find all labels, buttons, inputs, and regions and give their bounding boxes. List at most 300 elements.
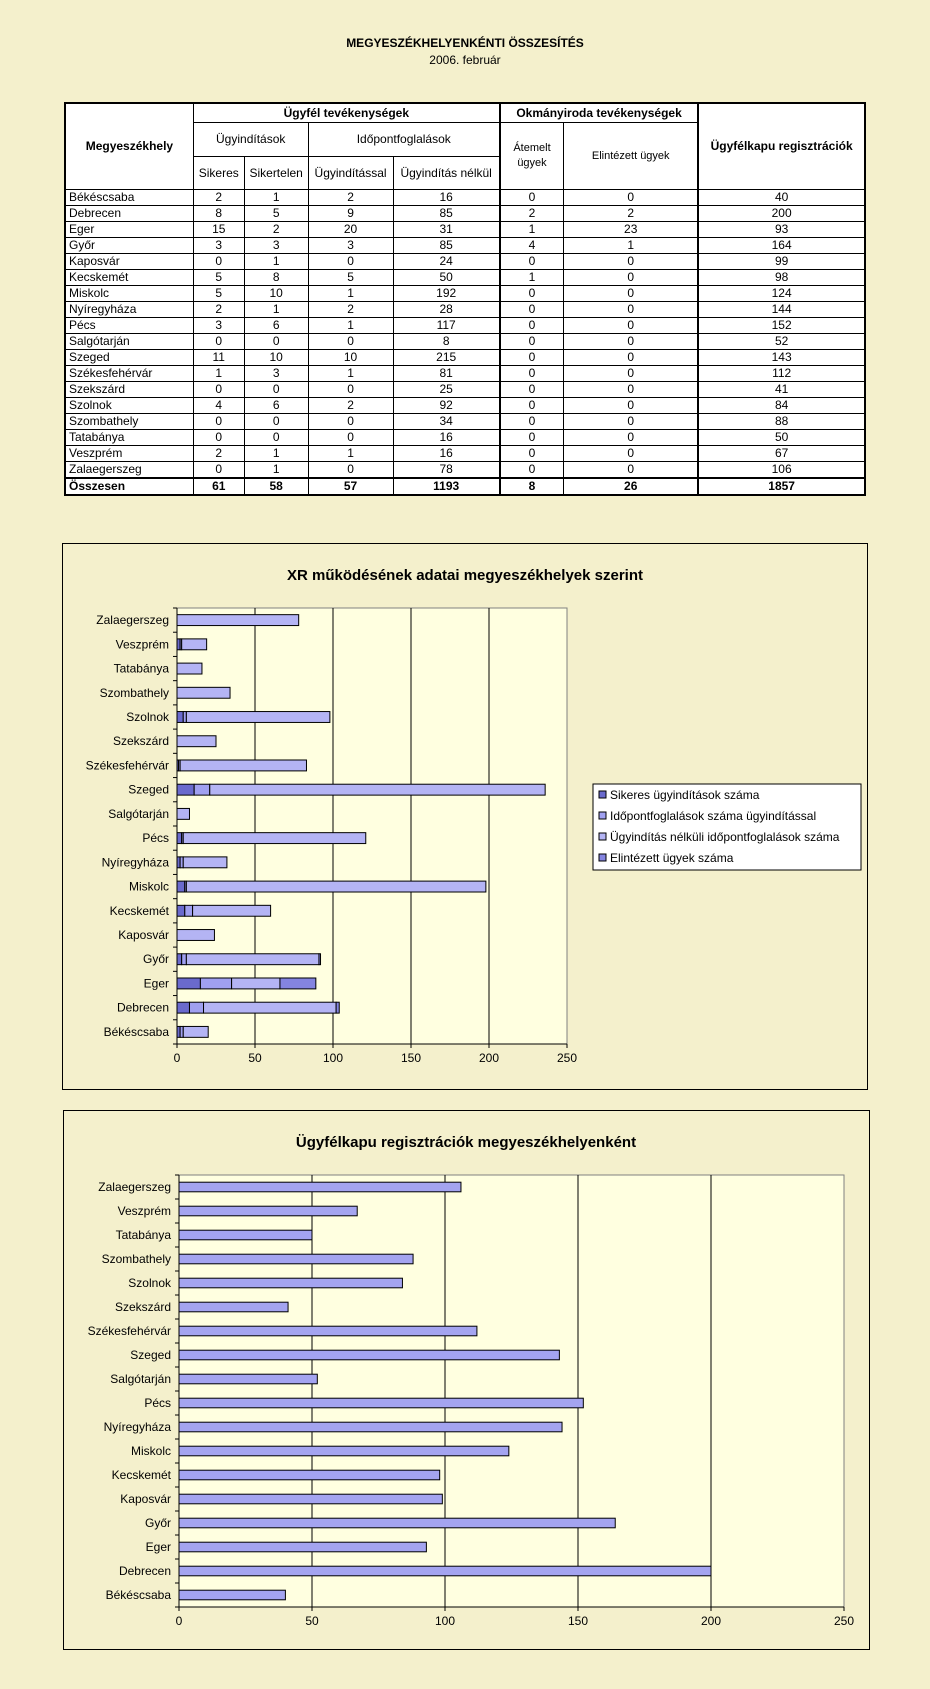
bar-segment: [193, 905, 271, 916]
row-name: Szekszárd: [65, 382, 193, 398]
cell-value: 25: [393, 382, 500, 398]
bar: [179, 1398, 583, 1408]
header-ugyfel-group: Ügyfél tevékenységek: [193, 103, 500, 123]
x-tick-label: 0: [173, 1051, 181, 1065]
cell-value: 1: [308, 446, 393, 462]
header-ugyinditas-nelkul: Ügyindítás nélkül: [393, 157, 500, 190]
row-name: Pécs: [65, 318, 193, 334]
cell-value: 1: [564, 238, 699, 254]
category-label: Eger: [143, 976, 169, 991]
cell-value: 112: [698, 366, 865, 382]
bar: [179, 1302, 288, 1312]
bar-segment: [177, 881, 185, 892]
category-label: Szekszárd: [112, 734, 169, 749]
bar: [179, 1590, 285, 1600]
table-row: [65, 286, 865, 302]
cell-value: 0: [193, 462, 244, 479]
cell-value: 0: [564, 382, 699, 398]
category-label: Pécs: [144, 1396, 171, 1410]
cell-value: 6: [244, 318, 308, 334]
category-label: Kaposvár: [120, 1492, 171, 1506]
bar: [179, 1230, 312, 1240]
cell-value: 0: [500, 318, 564, 334]
cell-value: 5: [308, 270, 393, 286]
xr-chart: [63, 544, 867, 1089]
cell-value: 0: [564, 414, 699, 430]
category-label: Pécs: [142, 831, 169, 846]
bar-segment: [186, 954, 319, 965]
bar: [179, 1278, 402, 1288]
cell-value: 84: [698, 398, 865, 414]
bar: [179, 1542, 426, 1552]
cell-value: 85: [393, 206, 500, 222]
x-tick-label: 100: [434, 1614, 456, 1628]
x-tick-label: 250: [556, 1051, 578, 1065]
chart-title: XR működésének adatai megyeszékhelyek szerint: [286, 567, 644, 584]
category-label: Szeged: [128, 782, 169, 797]
bar: [179, 1254, 413, 1264]
x-tick-label: 0: [175, 1614, 183, 1628]
cell-value: 40: [698, 190, 865, 206]
cell-value: 4: [500, 238, 564, 254]
cell-value: 5: [244, 206, 308, 222]
category-label: Salgótarján: [108, 806, 169, 821]
table-row: [65, 254, 865, 270]
cell-value: 0: [244, 430, 308, 446]
category-label: Kecskemét: [111, 1468, 171, 1482]
cell-value: 0: [193, 414, 244, 430]
bar-segment: [204, 1002, 337, 1013]
cell-value: 143: [698, 350, 865, 366]
row-name: Tatabánya: [65, 430, 193, 446]
bar-segment: [210, 784, 545, 795]
x-tick-label: 150: [567, 1614, 589, 1628]
category-label: Salgótarján: [110, 1372, 171, 1386]
bar: [179, 1422, 562, 1432]
bar-segment: [186, 881, 486, 892]
cell-value: 2: [500, 206, 564, 222]
cell-value: 1: [244, 462, 308, 479]
cell-value: 85: [393, 238, 500, 254]
bar: [179, 1494, 442, 1504]
cell-value: 50: [393, 270, 500, 286]
bar: [179, 1350, 559, 1360]
cell-value: 26: [564, 478, 699, 495]
cell-value: 0: [500, 366, 564, 382]
cell-value: 0: [500, 286, 564, 302]
bar-segment: [177, 808, 189, 819]
cell-value: 152: [698, 318, 865, 334]
cell-value: 10: [244, 350, 308, 366]
cell-value: 8: [500, 478, 564, 495]
cell-value: 3: [193, 238, 244, 254]
cell-value: 2: [244, 222, 308, 238]
bar: [179, 1470, 440, 1480]
cell-value: 8: [244, 270, 308, 286]
table-row: [65, 270, 865, 286]
legend-swatch: [599, 791, 606, 798]
category-label: Székesfehérvár: [85, 758, 169, 773]
cell-value: 2: [193, 446, 244, 462]
cell-value: 41: [698, 382, 865, 398]
cell-value: 0: [564, 366, 699, 382]
bar-segment: [232, 978, 280, 989]
cell-value: 5: [193, 270, 244, 286]
bar: [179, 1182, 461, 1192]
table-total-row: [65, 478, 865, 495]
category-label: Nyíregyháza: [101, 855, 169, 870]
table-row: [65, 206, 865, 222]
category-label: Szeged: [130, 1348, 171, 1362]
cell-value: 5: [193, 286, 244, 302]
bar-segment: [185, 905, 193, 916]
category-label: Tatabánya: [115, 1228, 171, 1242]
table-row: [65, 190, 865, 206]
cell-value: 0: [564, 430, 699, 446]
cell-value: 10: [308, 350, 393, 366]
cell-value: 4: [193, 398, 244, 414]
bar-segment: [280, 978, 316, 989]
bar: [179, 1206, 357, 1216]
bar-segment: [183, 857, 227, 868]
cell-value: 0: [564, 334, 699, 350]
bar: [179, 1446, 509, 1456]
cell-value: 0: [308, 254, 393, 270]
legend-swatch: [599, 812, 606, 819]
cell-value: 0: [564, 398, 699, 414]
cell-value: 0: [500, 414, 564, 430]
row-name: Szolnok: [65, 398, 193, 414]
row-name: Szeged: [65, 350, 193, 366]
category-label: Kaposvár: [118, 928, 169, 942]
ugyfelkapu-chart: [64, 1111, 869, 1649]
cell-value: 200: [698, 206, 865, 222]
cell-value: 0: [500, 398, 564, 414]
category-label: Békéscsaba: [103, 1024, 169, 1039]
category-label: Miskolc: [128, 879, 169, 894]
cell-value: 2: [308, 398, 393, 414]
bar-segment: [180, 760, 306, 771]
cell-value: 58: [244, 478, 308, 495]
category-label: Eger: [145, 1540, 171, 1554]
bar-segment: [194, 784, 210, 795]
page-title: MEGYESZÉKHELYENKÉNTI ÖSSZESÍTÉS: [346, 36, 584, 50]
category-label: Győr: [142, 952, 169, 967]
cell-value: 1: [308, 318, 393, 334]
page-subtitle: 2006. február: [429, 53, 501, 67]
header-ugyinditasok: Ügyindítások: [193, 123, 308, 157]
cell-value: 99: [698, 254, 865, 270]
cell-value: 16: [393, 446, 500, 462]
cell-value: 0: [500, 334, 564, 350]
cell-value: 1857: [698, 478, 865, 495]
row-name: Debrecen: [65, 206, 193, 222]
cell-value: 3: [244, 366, 308, 382]
cell-value: 106: [698, 462, 865, 479]
bar-segment: [177, 978, 200, 989]
cell-value: 164: [698, 238, 865, 254]
bar-segment: [177, 687, 230, 698]
cell-value: 1: [308, 366, 393, 382]
chart-title: Ügyfélkapu regisztrációk megyeszékhelyenként: [295, 1134, 637, 1151]
x-tick-label: 50: [305, 1614, 319, 1628]
row-name: Összesen: [65, 478, 193, 495]
cell-value: 67: [698, 446, 865, 462]
row-name: Békéscsaba: [65, 190, 193, 206]
header-okmany-group: Okmányiroda tevékenységek: [500, 103, 698, 123]
row-name: Székesfehérvár: [65, 366, 193, 382]
category-label: Tatabánya: [113, 661, 169, 676]
cell-value: 11: [193, 350, 244, 366]
category-label: Zalaegerszeg: [98, 1180, 171, 1194]
table-row: [65, 414, 865, 430]
cell-value: 2: [193, 302, 244, 318]
legend-swatch: [599, 854, 606, 861]
legend-entry: Sikeres ügyindítások száma: [610, 788, 760, 802]
cell-value: 0: [564, 190, 699, 206]
table-row: [65, 350, 865, 366]
xr-chart-frame: [62, 543, 868, 1090]
row-name: Zalaegerszeg: [65, 462, 193, 479]
bar-segment: [182, 954, 187, 965]
x-tick-label: 250: [833, 1614, 855, 1628]
cell-value: 1: [500, 222, 564, 238]
row-name: Eger: [65, 222, 193, 238]
category-label: Szolnok: [128, 1276, 171, 1290]
category-label: Debrecen: [116, 1000, 169, 1015]
table-row: [65, 446, 865, 462]
bar-segment: [177, 663, 202, 674]
cell-value: 3: [308, 238, 393, 254]
x-tick-label: 100: [322, 1051, 344, 1065]
row-name: Nyíregyháza: [65, 302, 193, 318]
bar-segment: [177, 784, 194, 795]
bar-segment: [177, 1002, 189, 1013]
cell-value: 1: [244, 446, 308, 462]
bar: [179, 1326, 477, 1336]
bar: [179, 1374, 317, 1384]
cell-value: 88: [698, 414, 865, 430]
cell-value: 0: [193, 430, 244, 446]
cell-value: 24: [393, 254, 500, 270]
bar-segment: [319, 954, 321, 965]
legend-entry: Időpontfoglalások száma ügyindítással: [610, 809, 817, 823]
cell-value: 78: [393, 462, 500, 479]
cell-value: 0: [500, 430, 564, 446]
category-label: Szolnok: [126, 710, 169, 724]
x-tick-label: 200: [700, 1614, 722, 1628]
cell-value: 1: [500, 270, 564, 286]
category-label: Szekszárd: [114, 1300, 171, 1314]
cell-value: 0: [564, 446, 699, 462]
cell-value: 23: [564, 222, 699, 238]
cell-value: 0: [564, 302, 699, 318]
category-label: Győr: [144, 1516, 171, 1530]
row-name: Kaposvár: [65, 254, 193, 270]
category-label: Veszprém: [115, 637, 169, 652]
cell-value: 0: [308, 414, 393, 430]
cell-value: 0: [564, 254, 699, 270]
bar: [179, 1518, 615, 1528]
cell-value: 1193: [393, 478, 500, 495]
cell-value: 0: [564, 350, 699, 366]
bar-segment: [177, 833, 182, 844]
cell-value: 81: [393, 366, 500, 382]
cell-value: 20: [308, 222, 393, 238]
x-tick-label: 50: [248, 1051, 262, 1065]
category-label: Kecskemét: [109, 903, 169, 918]
cell-value: 192: [393, 286, 500, 302]
cell-value: 144: [698, 302, 865, 318]
header-sikertelen: Sikertelen: [244, 157, 308, 190]
cell-value: 1: [244, 190, 308, 206]
legend-swatch: [599, 833, 606, 840]
cell-value: 15: [193, 222, 244, 238]
cell-value: 0: [564, 462, 699, 479]
bar-segment: [189, 1002, 203, 1013]
cell-value: 2: [308, 190, 393, 206]
table-row: [65, 462, 865, 479]
row-name: Győr: [65, 238, 193, 254]
legend-entry: Elintézett ügyek száma: [610, 851, 734, 865]
row-name: Szombathely: [65, 414, 193, 430]
cell-value: 0: [244, 414, 308, 430]
bar-segment: [177, 905, 185, 916]
cell-value: 16: [393, 190, 500, 206]
cell-value: 2: [193, 190, 244, 206]
cell-value: 0: [193, 254, 244, 270]
table-row: [65, 334, 865, 350]
table-row: [65, 430, 865, 446]
header-idopontfoglalasok: Időpontfoglalások: [308, 123, 500, 157]
table-row: [65, 398, 865, 414]
category-label: Debrecen: [118, 1564, 171, 1578]
cell-value: 0: [244, 334, 308, 350]
x-tick-label: 200: [478, 1051, 500, 1065]
table-row: [65, 222, 865, 238]
bar-segment: [336, 1002, 339, 1013]
ugyfelkapu-chart-frame: [63, 1110, 870, 1650]
category-label: Miskolc: [130, 1444, 171, 1458]
bar-segment: [183, 1026, 208, 1037]
cell-value: 2: [564, 206, 699, 222]
cell-value: 61: [193, 478, 244, 495]
category-label: Veszprém: [117, 1204, 171, 1218]
category-label: Zalaegerszeg: [96, 613, 169, 628]
cell-value: 0: [308, 334, 393, 350]
category-label: Székesfehérvár: [87, 1324, 171, 1338]
cell-value: 0: [500, 302, 564, 318]
cell-value: 1: [244, 302, 308, 318]
cell-value: 0: [308, 430, 393, 446]
cell-value: 9: [308, 206, 393, 222]
cell-value: 8: [193, 206, 244, 222]
cell-value: 0: [500, 254, 564, 270]
cell-value: 215: [393, 350, 500, 366]
legend-entry: Ügyindítás nélküli időpontfoglalások száma: [610, 830, 840, 844]
cell-value: 52: [698, 334, 865, 350]
cell-value: 0: [500, 462, 564, 479]
cell-value: 0: [564, 318, 699, 334]
x-tick-label: 150: [400, 1051, 422, 1065]
row-name: Kecskemét: [65, 270, 193, 286]
table-row: [65, 238, 865, 254]
cell-value: 0: [244, 382, 308, 398]
cell-value: 117: [393, 318, 500, 334]
cell-value: 3: [244, 238, 308, 254]
bar-segment: [177, 615, 299, 626]
bar-segment: [177, 712, 183, 723]
cell-value: 50: [698, 430, 865, 446]
cell-value: 0: [308, 462, 393, 479]
cell-value: 34: [393, 414, 500, 430]
row-name: Veszprém: [65, 446, 193, 462]
cell-value: 0: [564, 270, 699, 286]
cell-value: 0: [500, 446, 564, 462]
row-name: Salgótarján: [65, 334, 193, 350]
cell-value: 8: [393, 334, 500, 350]
bar-segment: [183, 833, 366, 844]
summary-table: [64, 102, 866, 496]
cell-value: 3: [193, 318, 244, 334]
table-row: [65, 302, 865, 318]
category-label: Nyíregyháza: [103, 1420, 171, 1434]
table-row: [65, 366, 865, 382]
category-label: Szombathely: [99, 685, 169, 700]
cell-value: 0: [500, 382, 564, 398]
header-megyeszekhely: Megyeszékhely: [65, 103, 193, 190]
bar: [179, 1566, 711, 1576]
header-sikeres: Sikeres: [193, 157, 244, 190]
table-row: [65, 318, 865, 334]
cell-value: 92: [393, 398, 500, 414]
cell-value: 0: [564, 286, 699, 302]
cell-value: 31: [393, 222, 500, 238]
cell-value: 2: [308, 302, 393, 318]
header-atemelt: Átemelt ügyek: [500, 123, 564, 190]
bar-segment: [182, 639, 207, 650]
bar-segment: [186, 712, 330, 723]
cell-value: 93: [698, 222, 865, 238]
table-row: [65, 382, 865, 398]
bar-segment: [177, 930, 214, 941]
header-ugyinditassal: Ügyindítással: [308, 157, 393, 190]
header-elintezett: Elintézett ügyek: [564, 123, 699, 190]
cell-value: 0: [193, 382, 244, 398]
header-ugyfelkapu: Ügyfélkapu regisztrációk: [698, 103, 865, 190]
cell-value: 1: [308, 286, 393, 302]
cell-value: 124: [698, 286, 865, 302]
cell-value: 1: [244, 254, 308, 270]
cell-value: 57: [308, 478, 393, 495]
cell-value: 10: [244, 286, 308, 302]
row-name: Miskolc: [65, 286, 193, 302]
bar-segment: [200, 978, 231, 989]
category-label: Békéscsaba: [105, 1588, 171, 1602]
cell-value: 0: [500, 190, 564, 206]
cell-value: 0: [308, 382, 393, 398]
cell-value: 0: [193, 334, 244, 350]
bar-segment: [177, 736, 216, 747]
cell-value: 6: [244, 398, 308, 414]
cell-value: 0: [500, 350, 564, 366]
category-label: Szombathely: [101, 1252, 171, 1266]
cell-value: 1: [193, 366, 244, 382]
bar-segment: [177, 954, 182, 965]
table-body: [65, 190, 865, 496]
cell-value: 98: [698, 270, 865, 286]
cell-value: 28: [393, 302, 500, 318]
